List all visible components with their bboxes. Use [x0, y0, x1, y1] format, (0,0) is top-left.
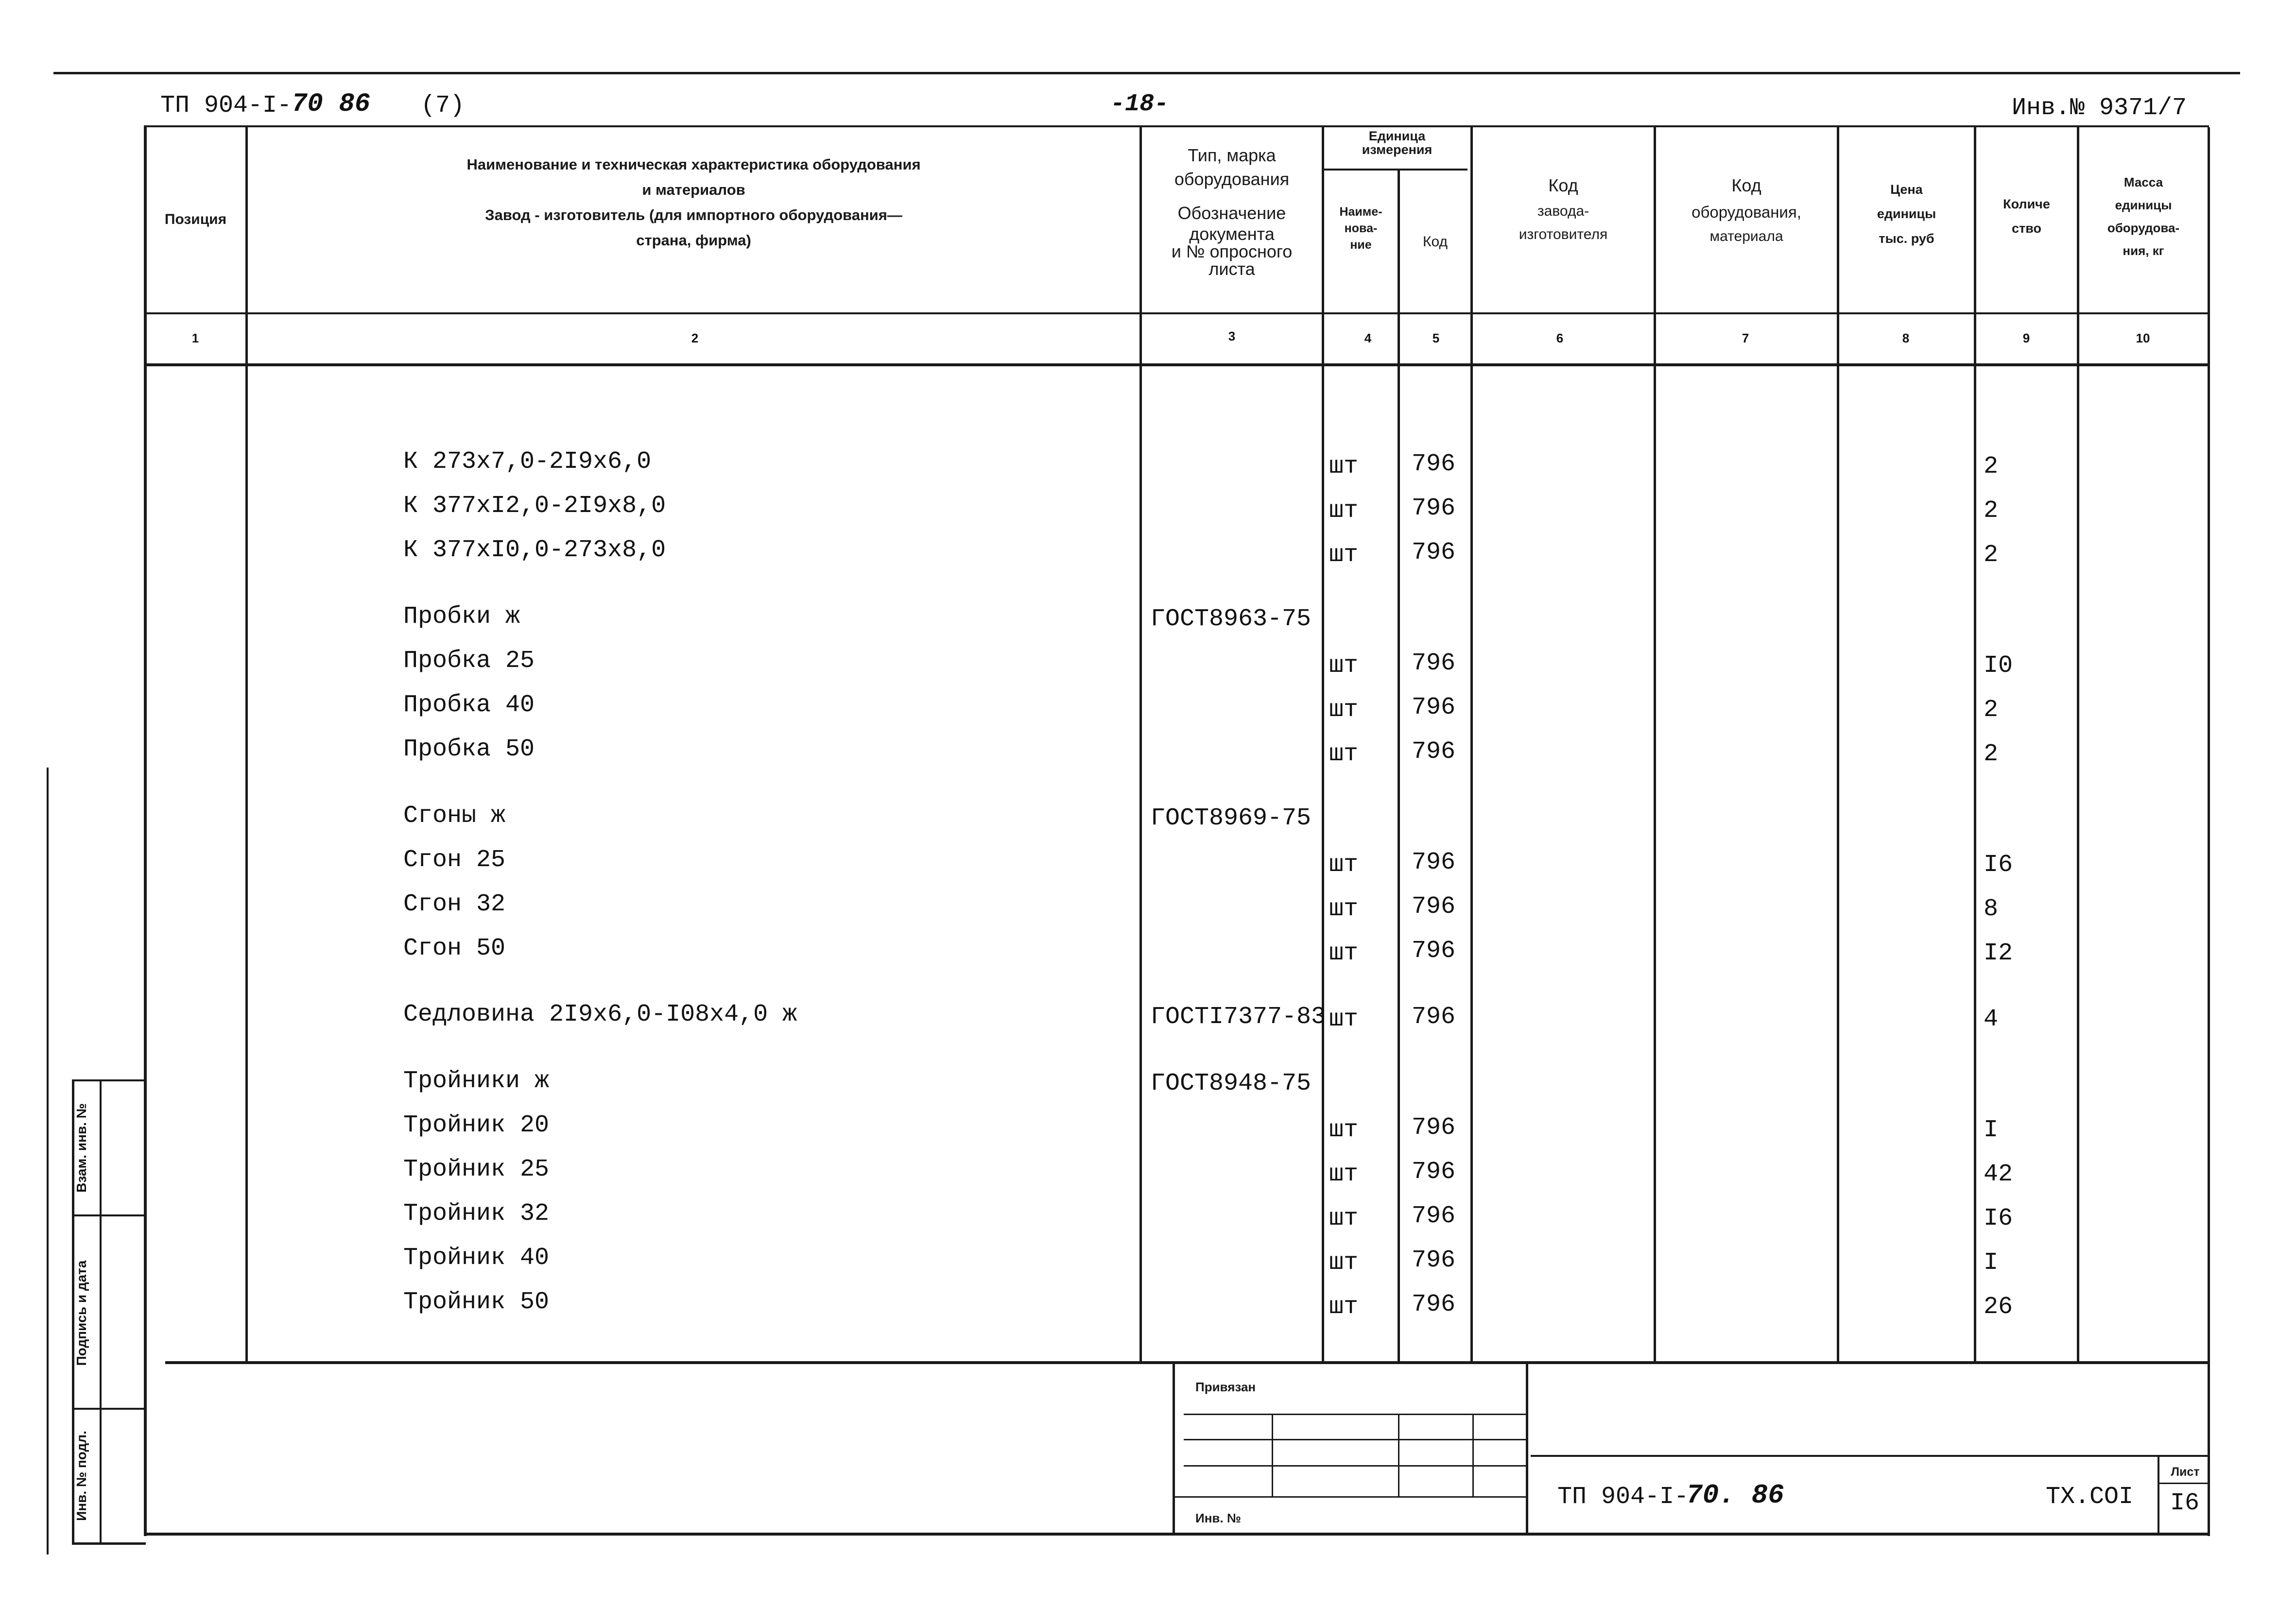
row-code: 796	[1412, 1202, 1456, 1230]
row-unit: шт	[1329, 740, 1359, 768]
col-header-name-line2: и материалов	[642, 181, 745, 198]
col-header-factory-code-line2: завода-	[1537, 203, 1589, 219]
row-code: 796	[1412, 450, 1456, 478]
row-unit: шт	[1329, 1006, 1359, 1033]
sheet-number: I6	[2170, 1489, 2200, 1517]
row-code: 796	[1412, 1291, 1456, 1318]
col-header-price-line2: единицы	[1877, 206, 1936, 222]
row-code: 796	[1412, 694, 1456, 721]
col-header-price-line1: Цена	[1890, 182, 1923, 197]
sheet-code: ТХ.COI	[2046, 1483, 2134, 1511]
col-number-7: 7	[1742, 331, 1749, 345]
col-header-mass-line4: ния, кг	[2123, 243, 2164, 258]
col-header-quantity-line1: Количе	[2003, 197, 2050, 211]
row-unit: шт	[1329, 696, 1359, 724]
side-stamp-top-line	[72, 1079, 146, 1081]
linked-grid-line-4	[1173, 1496, 1527, 1498]
row-doc: ГОСТ8963-75	[1151, 605, 1312, 633]
row-qty: 42	[1984, 1161, 2013, 1188]
outer-left-mark	[47, 768, 49, 1555]
sheet-label: Лист	[2171, 1465, 2200, 1479]
col-number-1: 1	[191, 331, 199, 345]
doc-code-handwritten: 70 86	[292, 89, 371, 119]
col-number-2: 2	[691, 331, 699, 345]
row-code: 796	[1412, 937, 1456, 965]
col-header-unit-group-line2: измерения	[1362, 142, 1433, 157]
col-header-material-code-line2: оборудования,	[1692, 203, 1801, 221]
title-block-top-line	[1531, 1455, 2209, 1457]
linked-grid-vline-1	[1272, 1415, 1273, 1498]
side-stamp-line-1	[72, 1214, 146, 1216]
row-code: 796	[1412, 1114, 1456, 1142]
col-header-material-code-line3: материала	[1709, 228, 1783, 245]
col-header-unit-name-line1: Наиме-	[1339, 205, 1382, 219]
col-number-5: 5	[1432, 331, 1440, 345]
linked-grid-vline-3	[1472, 1415, 1474, 1498]
col-header-mass-line1: Масса	[2123, 175, 2163, 189]
row-code: 796	[1412, 893, 1456, 921]
footer-doc-code-handwritten: 70. 86	[1686, 1480, 1784, 1511]
side-stamp-original-inv: Инв. № подл.	[74, 1431, 89, 1521]
row-unit: шт	[1329, 652, 1359, 680]
col-header-type-line2: оборудования	[1174, 169, 1290, 189]
linked-label: Привязан	[1195, 1380, 1256, 1394]
row-unit: шт	[1329, 895, 1359, 923]
side-stamp-signature-date: Подпись и дата	[74, 1260, 89, 1366]
side-stamp-bottom-line	[72, 1542, 146, 1545]
row-unit: шт	[1329, 1205, 1359, 1232]
col-number-6: 6	[1556, 331, 1564, 345]
row-code: 796	[1412, 649, 1456, 677]
side-stamp-replacement-inv: Взам. инв. №	[74, 1103, 89, 1193]
inventory-number: Инв.№ 9371/7	[2012, 94, 2187, 122]
col-header-type-line6: листа	[1208, 258, 1255, 279]
row-name: Сгон 32	[403, 890, 506, 918]
col-header-price-line3: тыс. руб	[1879, 231, 1934, 246]
side-stamp-line-2	[72, 1408, 146, 1410]
col-header-material-code-line1: Код	[1731, 175, 1761, 195]
col-header-unit-name-line2: нова-	[1344, 221, 1378, 235]
row-name: Пробки ж	[403, 603, 520, 631]
row-name: Сгон 25	[403, 846, 506, 874]
row-code: 796	[1412, 738, 1456, 766]
col-header-mass-line3: оборудова-	[2107, 221, 2180, 236]
col-header-name-line4: страна, фирма)	[636, 231, 751, 249]
page-number: -18-	[1110, 90, 1169, 118]
page-bottom-line	[146, 1533, 2210, 1536]
row-doc: ГОСТ8948-75	[1151, 1070, 1312, 1097]
row-qty: I	[1984, 1116, 1999, 1144]
col-header-type-line5: и № опросного	[1171, 241, 1293, 261]
col-header-name-line3: Завод - изготовитель (для импортного оборудования—	[485, 206, 902, 223]
col-header-unit-code: Код	[1422, 234, 1448, 250]
col-number-3: 3	[1228, 329, 1236, 343]
linked-box-left-line	[1173, 1364, 1175, 1534]
sheet-box-left-line	[2158, 1457, 2159, 1535]
row-qty: I6	[1984, 851, 2013, 879]
row-unit: шт	[1329, 851, 1359, 879]
col-header-unit-name-line3: ние	[1350, 238, 1372, 252]
row-qty: I2	[1984, 940, 2013, 967]
row-code: 796	[1412, 849, 1456, 876]
row-doc: ГОСТ8969-75	[1151, 804, 1312, 832]
row-name: Сгон 50	[403, 935, 506, 962]
doc-code: ТП 904-I-	[160, 92, 292, 120]
col-header-type-line4: документа	[1189, 223, 1275, 244]
linked-box-right-line	[1526, 1364, 1528, 1534]
row-code: 796	[1412, 1158, 1456, 1186]
row-qty: 4	[1984, 1006, 1999, 1033]
row-name: Тройники ж	[403, 1067, 550, 1095]
row-qty: I0	[1984, 652, 2013, 680]
sheet-box-mid-line	[2159, 1483, 2209, 1484]
row-name: Пробка 40	[403, 691, 535, 719]
row-name: К 377хI2,0-2I9х8,0	[403, 492, 666, 520]
col-number-4: 4	[1364, 331, 1372, 345]
row-code: 796	[1412, 495, 1456, 522]
row-unit: шт	[1329, 541, 1359, 569]
row-name: Тройник 20	[403, 1111, 550, 1139]
linked-grid-line-1	[1184, 1414, 1526, 1415]
side-stamp-mid-line	[100, 1081, 102, 1545]
row-name: Седловина 2I9х6,0-I08х4,0 ж	[403, 1001, 797, 1028]
row-qty: 26	[1984, 1293, 2013, 1321]
row-qty: I	[1984, 1249, 1999, 1277]
col-number-8: 8	[1902, 331, 1910, 345]
inv-no-label: Инв. №	[1195, 1511, 1241, 1525]
col-header-mass-line2: единицы	[2115, 198, 2172, 213]
row-name: Тройник 32	[403, 1200, 550, 1228]
linked-grid-line-3	[1184, 1465, 1526, 1467]
row-qty: 2	[1984, 740, 1999, 768]
row-code: 796	[1412, 1003, 1456, 1031]
col-number-9: 9	[2022, 331, 2030, 345]
col-header-unit-group-line1: Единица	[1368, 129, 1426, 143]
row-unit: шт	[1329, 1293, 1359, 1321]
row-unit: шт	[1329, 1249, 1359, 1277]
row-qty: 2	[1984, 696, 1999, 724]
row-unit: шт	[1329, 1116, 1359, 1144]
linked-grid-vline-2	[1398, 1415, 1399, 1498]
col-number-10: 10	[2136, 331, 2150, 345]
row-code: 796	[1412, 539, 1456, 566]
col-header-factory-code-line1: Код	[1548, 175, 1578, 195]
row-name: Тройник 40	[403, 1244, 550, 1272]
row-name: К 377хI0,0-273х8,0	[403, 536, 666, 564]
row-doc: ГОСТI7377-83	[1151, 1003, 1326, 1031]
row-qty: 2	[1984, 541, 1999, 569]
row-name: Пробка 50	[403, 735, 535, 763]
row-name: Пробка 25	[403, 647, 535, 675]
row-unit: шт	[1329, 940, 1359, 967]
row-unit: шт	[1329, 453, 1359, 480]
row-qty: 8	[1984, 895, 1999, 923]
col-header-position: Позиция	[164, 211, 227, 227]
col-header-type-line3: Обозначение	[1177, 203, 1286, 223]
row-qty: I6	[1984, 1205, 2013, 1232]
col-header-factory-code-line3: изготовителя	[1519, 226, 1608, 243]
row-code: 796	[1412, 1247, 1456, 1274]
col-header-name-line1: Наименование и техническая характеристика оборудования	[466, 156, 921, 173]
col-header-type-line1: Тип, марка	[1188, 145, 1276, 165]
row-name: Тройник 50	[403, 1288, 550, 1316]
linked-grid-line-2	[1184, 1439, 1526, 1440]
row-unit: шт	[1329, 1161, 1359, 1188]
row-name: Сгоны ж	[403, 802, 506, 830]
footer-doc-code: ТП 904-I-	[1557, 1483, 1689, 1511]
row-qty: 2	[1984, 497, 1999, 525]
table-bottom-line	[165, 1361, 2209, 1364]
row-name: К 273х7,0-2I9х6,0	[403, 448, 652, 476]
col-header-quantity-line2: ство	[2012, 221, 2041, 236]
row-unit: шт	[1329, 497, 1359, 525]
row-qty: 2	[1984, 453, 1999, 480]
doc-part: (7)	[421, 92, 465, 120]
row-name: Тройник 25	[403, 1156, 550, 1183]
